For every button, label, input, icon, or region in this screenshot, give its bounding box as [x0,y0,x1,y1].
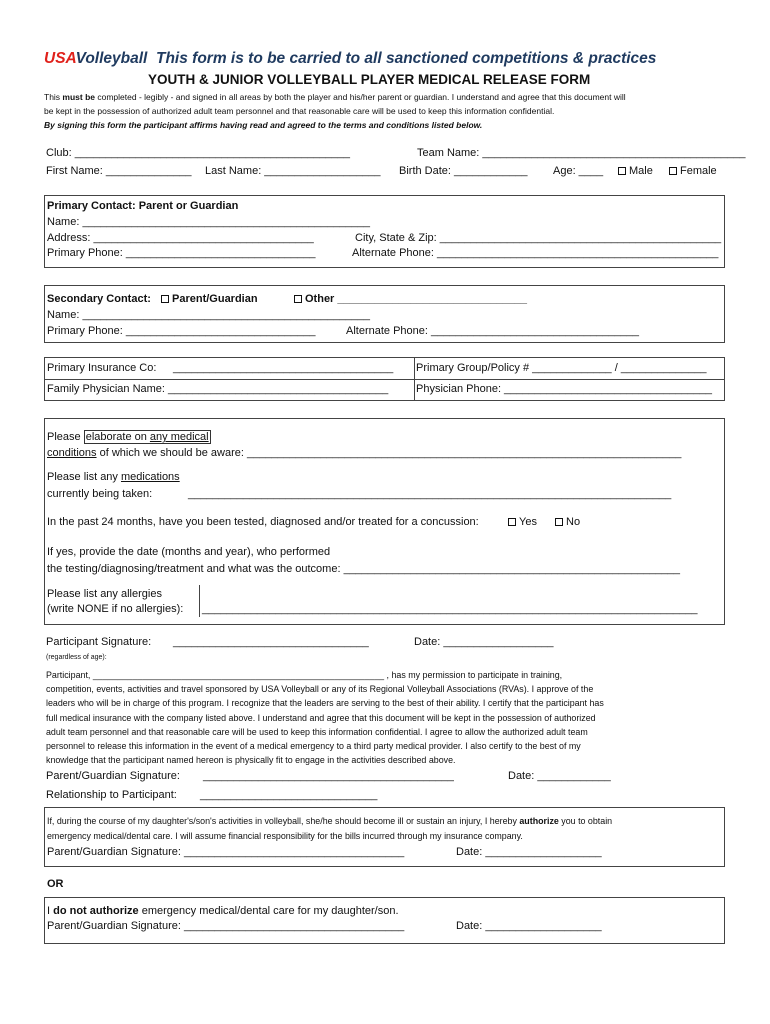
primary-alt-phone-field[interactable]: Alternate Phone: ______________________________________________ [352,247,719,259]
primary-contact-heading: Primary Contact: Parent or Guardian [47,200,239,212]
last-name-field[interactable]: Last Name: ___________________ [205,165,381,177]
physician-name-field[interactable]: Family Physician Name: ____________________________________ [47,383,389,395]
authorize-signature-field[interactable]: Parent/Guardian Signature: ____________________________________ [47,846,405,858]
no-checkbox[interactable] [555,518,563,526]
concussion-no-option[interactable] [555,516,580,529]
tagline: This form is to be carried to all sanctioned competitions & practices [156,50,657,67]
secondary-parent-option[interactable] [161,293,258,306]
secondary-alt-phone-field[interactable]: Alternate Phone: __________________________________ [346,325,640,337]
other-label: Other _______________________________ [305,293,528,305]
club-field[interactable]: Club: _____________________________________________ [46,147,351,159]
insurance-divider [44,379,725,380]
yes-label: Yes [519,516,537,528]
ifyes-field[interactable]: the testing/diagnosing/treatment and what was the outcome: _______________________________________________________ [47,563,681,575]
no-label: No [566,516,581,528]
authorize-line-2: emergency medical/dental care. I will assume financial responsibility for the bills incurred through my insurance company. [47,831,523,841]
not-authorize-bold: do not authorize [53,905,139,917]
concussion-yes-option[interactable] [508,516,537,529]
not-authorize-text: emergency medical/dental care for my daughter/son. [138,905,399,917]
participant-date-field[interactable]: Date: __________________ [414,636,554,648]
authorize-line-1 [47,815,612,828]
primary-address-field[interactable]: Address: ____________________________________ [47,232,314,244]
not-authorize-text: I [47,905,54,917]
female-label: Female [680,165,717,177]
not-authorize-date-field[interactable]: Date: ___________________ [456,920,602,932]
secondary-contact-heading: Secondary Contact: [47,293,151,305]
not-authorize-signature-field[interactable]: Parent/Guardian Signature: ____________________________________ [47,920,405,932]
permission-text: knowledge that the participant named hereon is physically fit to engage in the activities described above. [46,755,456,766]
allergies-line-2: (write NONE if no allergies): [47,603,184,615]
authorize-date-field[interactable]: Date: ___________________ [456,846,602,858]
ifyes-line-1: If yes, provide the date (months and year), who performed [47,546,331,558]
intro-line-2: be kept in the possession of authorized adult team personnel and that reasonable care will be used to keep this information confidential. [44,106,555,116]
guardian-date-field[interactable]: Date: ____________ [508,770,611,782]
meds-line-2: currently being taken: [47,488,153,500]
concussion-question: In the past 24 months, have you been tested, diagnosed and/or treated for a concussion: [47,516,479,528]
primary-insurance-label: Primary Insurance Co: [47,362,157,374]
primary-name-field[interactable]: Name: _______________________________________________ [47,216,370,228]
authorize-text: you to obtain [558,816,613,826]
secondary-other-option[interactable] [294,293,527,306]
elaborate-underlined: any medical [149,431,209,443]
permission-text: competition, events, activities and travel sponsored by USA Volleyball or any of its Regional Volleyball Associations (RVAs). I approve of the [46,684,594,695]
intro-must-be: must be [62,92,96,102]
age-field[interactable]: Age: ____ [553,165,604,177]
birth-date-field[interactable]: Birth Date: ____________ [399,165,528,177]
yes-checkbox[interactable] [508,518,516,526]
secondary-name-field[interactable]: Name: _______________________________________________ [47,309,370,321]
elaborate-text: Please [47,431,84,443]
brand-usa: USA [44,50,76,67]
authorize-bold: authorize [519,816,559,826]
parent-guardian-checkbox[interactable] [161,295,169,303]
primary-phone-field[interactable]: Primary Phone: _______________________________ [47,247,316,259]
permission-paragraph [46,668,604,767]
meds-line-1 [47,471,180,484]
primary-insurance-field[interactable]: ____________________________________ [173,362,394,374]
form-title: YOUTH & JUNIOR VOLLEYBALL PLAYER MEDICAL RELEASE FORM [148,72,591,87]
physician-phone-field[interactable]: Physician Phone: __________________________________ [416,383,713,395]
male-option[interactable] [618,165,653,178]
meds-text: Please list any [47,471,121,483]
elaborate-underlined: conditions [47,447,97,459]
intro-line-1 [44,92,626,103]
brand-volleyball: Volleyball [75,50,148,67]
permission-text: full medical insurance with the company listed above. I understand and agree that this document will be kept in the possession of authorized [46,712,596,723]
relationship-label: Relationship to Participant: [46,789,177,801]
medications-field[interactable]: _______________________________________________________________________________ [188,488,672,500]
participant-signature-label: Participant Signature: [46,636,152,648]
allergies-line-1: Please list any allergies [47,588,162,600]
elaborate-line-2[interactable] [47,447,681,460]
intro-text: This [44,92,63,102]
male-label: Male [629,165,653,177]
guardian-signature-label: Parent/Guardian Signature: [46,770,180,782]
male-checkbox[interactable] [618,167,626,175]
primary-city-field[interactable]: City, State & Zip: ______________________________________________ [355,232,722,244]
intro-line-3: By signing this form the participant affirms having read and agreed to the terms and conditions listed below. [44,120,483,130]
permission-text: personnel to release this information in the event of a medical emergency to a third party medical provider. I also certify to the best of my [46,741,581,752]
regardless-note: (regardless of age): [46,654,107,661]
authorize-text: If, during the course of my daughter's/son's activities in volleyball, she/he should become ill or sustain an injury, I hereby [47,816,520,826]
group-policy-field[interactable]: Primary Group/Policy # _____________ / ______________ [416,362,707,374]
team-name-field[interactable]: Team Name: ___________________________________________ [417,147,746,159]
secondary-phone-field[interactable]: Primary Phone: _______________________________ [47,325,316,337]
permission-text: adult team personnel and that reasonable care will be used to keep this information confidential. I agree to allow the authorized adult team [46,726,588,737]
parent-guardian-label: Parent/Guardian [172,293,258,305]
guardian-signature-field[interactable]: _________________________________________ [203,770,454,782]
medical-conditions-field[interactable]: of which we should be aware: _______________________________________________________________________ [96,447,682,459]
allergies-divider [199,585,200,617]
participant-name-field[interactable]: Participant, ___________________________________________________________ , has my permission to participate in training, [46,670,563,680]
allergies-field[interactable]: _________________________________________________________________________________ [202,603,698,615]
first-name-field[interactable]: First Name: ______________ [46,165,192,177]
permission-text: leaders who will be in charge of this program. I recognize that the leaders are serving to the best of their ability. I certify that the participant has [46,698,604,709]
female-checkbox[interactable] [669,167,677,175]
intro-text: completed - legibly - and signed in all areas by both the player and his/her parent or guardian. I understand and agree that this document will [95,92,626,102]
or-label: OR [47,878,64,890]
female-option[interactable] [669,165,717,178]
header-tagline-line [44,50,656,68]
elaborate-text: elaborate on [85,431,150,443]
other-checkbox[interactable] [294,295,302,303]
elaborate-line-1 [47,431,211,444]
participant-signature-field[interactable]: ________________________________ [173,636,369,648]
not-authorize-line-1 [47,905,399,918]
meds-underlined: medications [120,471,180,483]
relationship-field[interactable]: _____________________________ [200,789,378,801]
